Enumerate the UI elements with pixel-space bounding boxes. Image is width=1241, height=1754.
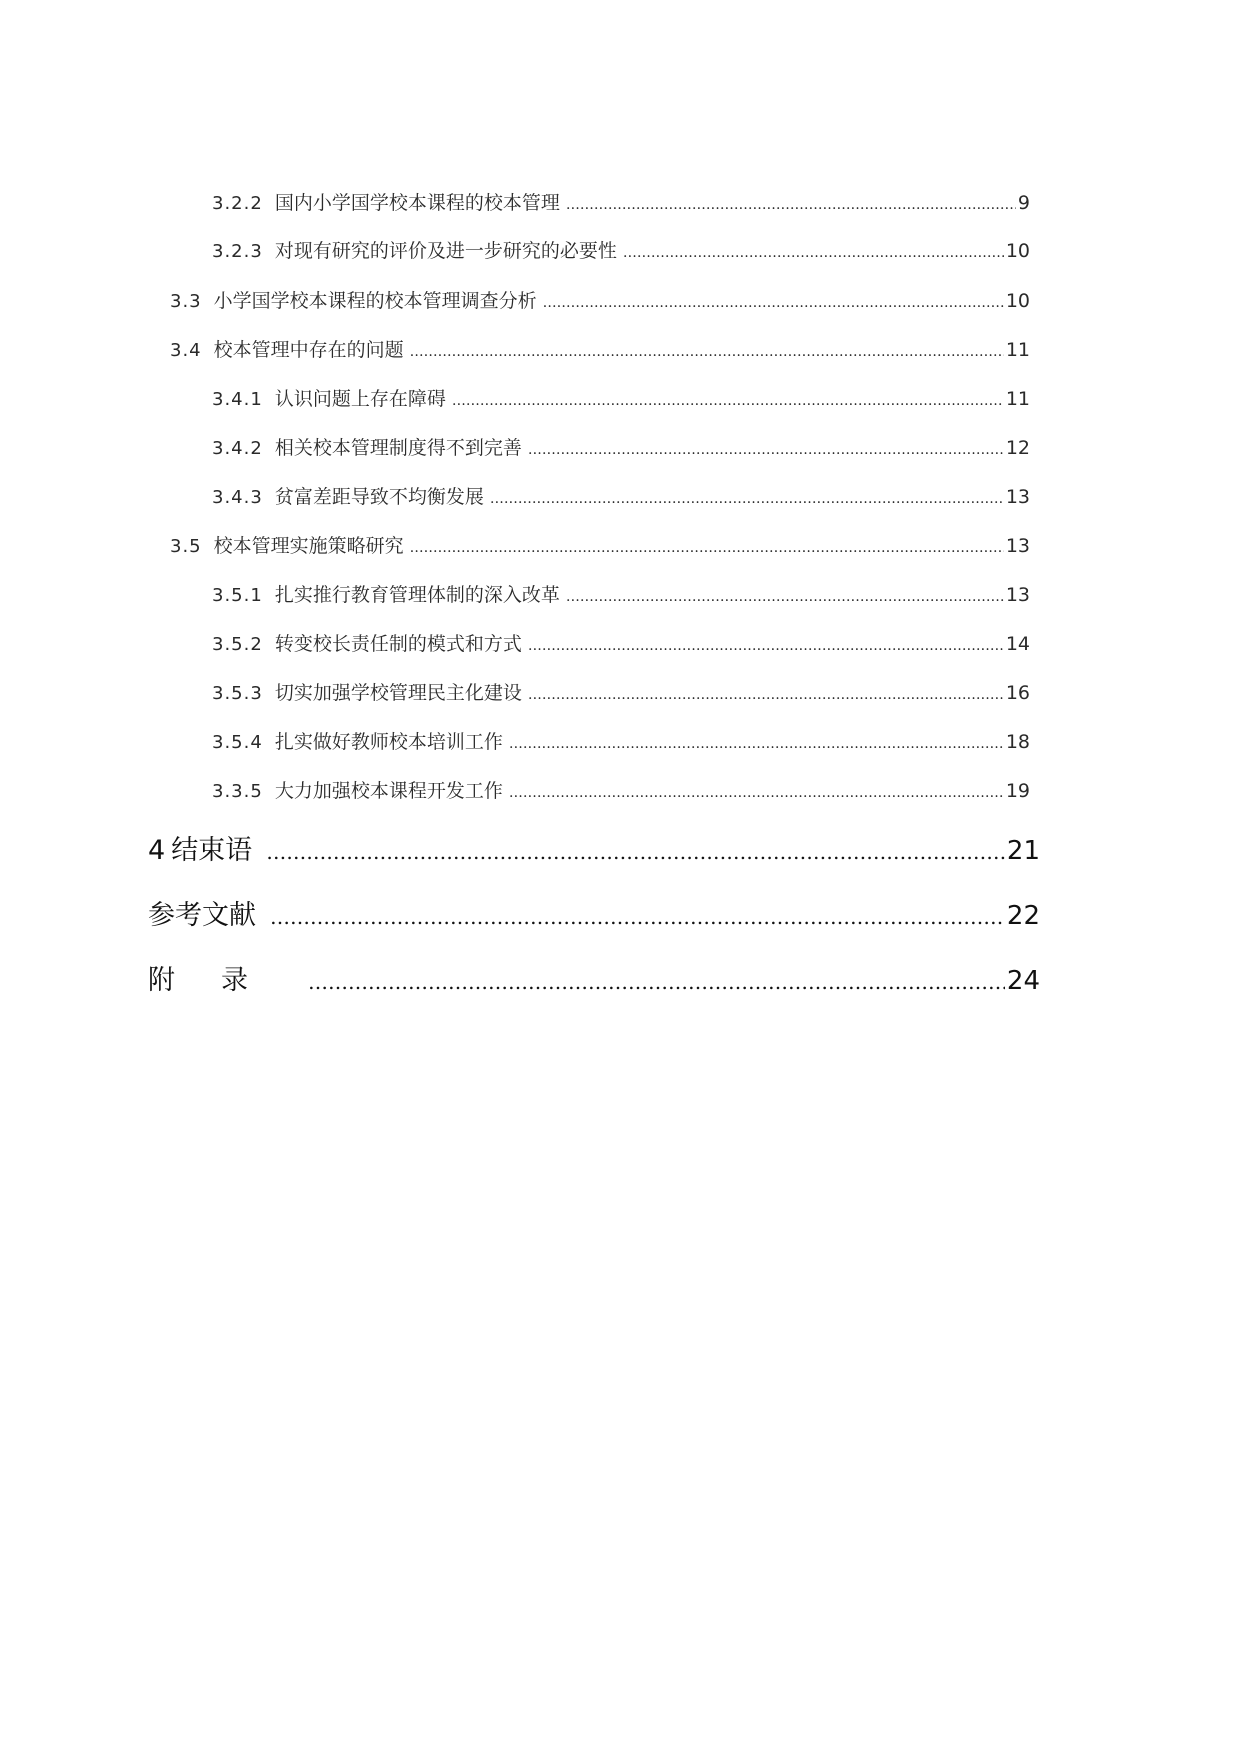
toc-entry-number: 3.3.5 — [212, 781, 263, 802]
toc-entry[interactable] — [212, 776, 1030, 803]
toc-entry-title: 认识问题上存在障碍 — [274, 388, 446, 410]
toc-entry-title: 扎实推行教育管理体制的深入改革 — [274, 584, 560, 606]
toc-dot-leader — [410, 540, 1004, 556]
toc-dot-leader — [543, 295, 1004, 311]
toc-entry[interactable] — [212, 433, 1030, 460]
toc-entry[interactable] — [170, 286, 1030, 313]
toc-entry-page: 13 — [1005, 535, 1030, 557]
toc-entry-page: 22 — [1006, 901, 1040, 931]
toc-entry-title: 小学国学校本课程的校本管理调查分析 — [213, 290, 537, 312]
toc-entry[interactable] — [212, 678, 1030, 705]
toc-dot-leader — [452, 393, 1004, 409]
toc-entry-page: 16 — [1005, 682, 1030, 704]
toc-entry-title: 附录 — [148, 965, 294, 996]
toc-dot-leader — [566, 197, 1016, 213]
toc-entry-title: 扎实做好教师校本培训工作 — [274, 731, 503, 753]
toc-entry-title: 国内小学国学校本课程的校本管理 — [274, 192, 560, 214]
toc-entry-page: 18 — [1005, 731, 1030, 753]
toc-dot-leader — [266, 840, 1005, 864]
toc-dot-leader — [490, 491, 1004, 507]
toc-entry-page: 11 — [1005, 339, 1030, 361]
toc-entry-title: 贫富差距导致不均衡发展 — [274, 486, 484, 508]
toc-entry-number: 3.5.3 — [212, 683, 263, 704]
toc-entry-title: 校本管理实施策略研究 — [213, 535, 404, 557]
toc-entry-title: 转变校长责任制的模式和方式 — [274, 633, 522, 655]
toc-entry-number: 3.5.2 — [212, 634, 263, 655]
toc-entry-title: 切实加强学校管理民主化建设 — [274, 682, 522, 704]
toc-entry-page: 14 — [1005, 633, 1030, 655]
toc-entry-page: 10 — [1005, 240, 1030, 262]
toc-entry-number: 3.4 — [170, 340, 202, 361]
toc-dot-leader — [509, 736, 1004, 752]
toc-dot-leader — [308, 970, 1005, 994]
toc-dot-leader — [528, 638, 1004, 654]
toc-entry[interactable] — [170, 335, 1030, 362]
toc-entry-page: 9 — [1017, 192, 1030, 214]
toc-entry-title: 结束语 — [171, 835, 253, 866]
toc-entry-number: 3.2.3 — [212, 241, 263, 262]
toc-entry-page: 24 — [1006, 966, 1040, 996]
toc-entry-number: 3.3 — [170, 291, 202, 312]
toc-entry-number: 3.4.2 — [212, 438, 263, 459]
toc-entry[interactable] — [170, 531, 1030, 558]
toc-dot-leader — [528, 442, 1004, 458]
toc-entry[interactable] — [212, 629, 1030, 656]
toc-entry-number: 3.5.1 — [212, 585, 263, 606]
toc-entry-page: 13 — [1005, 584, 1030, 606]
toc-entry-title: 校本管理中存在的问题 — [213, 339, 404, 361]
toc-entry-title: 参考文献 — [148, 900, 256, 931]
toc-dot-leader — [623, 245, 1004, 261]
toc-entry-number: 4 — [148, 835, 166, 866]
toc-entry[interactable] — [212, 384, 1030, 411]
toc-entry-number: 3.4.1 — [212, 389, 263, 410]
toc-entry[interactable] — [212, 580, 1030, 607]
toc-entry[interactable] — [212, 727, 1030, 754]
toc-entry-number: 3.5 — [170, 536, 202, 557]
toc-entry[interactable] — [148, 828, 1040, 867]
toc-entry-title: 相关校本管理制度得不到完善 — [274, 437, 522, 459]
toc-dot-leader — [566, 589, 1004, 605]
toc-entry-page: 11 — [1005, 388, 1030, 410]
toc-dot-leader — [410, 344, 1004, 360]
toc-entry-title: 对现有研究的评价及进一步研究的必要性 — [274, 240, 617, 262]
toc-entry[interactable] — [212, 482, 1030, 509]
toc-entry-title: 大力加强校本课程开发工作 — [274, 780, 503, 802]
toc-entry[interactable] — [148, 958, 1040, 997]
toc-entry[interactable] — [148, 893, 1040, 932]
toc-entry-page: 12 — [1005, 437, 1030, 459]
toc-dot-leader — [270, 905, 1005, 929]
toc-entry-page: 10 — [1005, 290, 1030, 312]
toc-entry-page: 13 — [1005, 486, 1030, 508]
toc-entry-number: 3.5.4 — [212, 732, 263, 753]
toc-entry-page: 21 — [1006, 836, 1040, 866]
toc-entry-number: 3.4.3 — [212, 487, 263, 508]
toc-entry[interactable] — [212, 188, 1030, 215]
toc-entry[interactable] — [212, 236, 1030, 263]
toc-entry-page: 19 — [1005, 780, 1030, 802]
toc-dot-leader — [528, 687, 1004, 703]
toc-entry-number: 3.2.2 — [212, 193, 263, 214]
toc-dot-leader — [509, 785, 1004, 801]
